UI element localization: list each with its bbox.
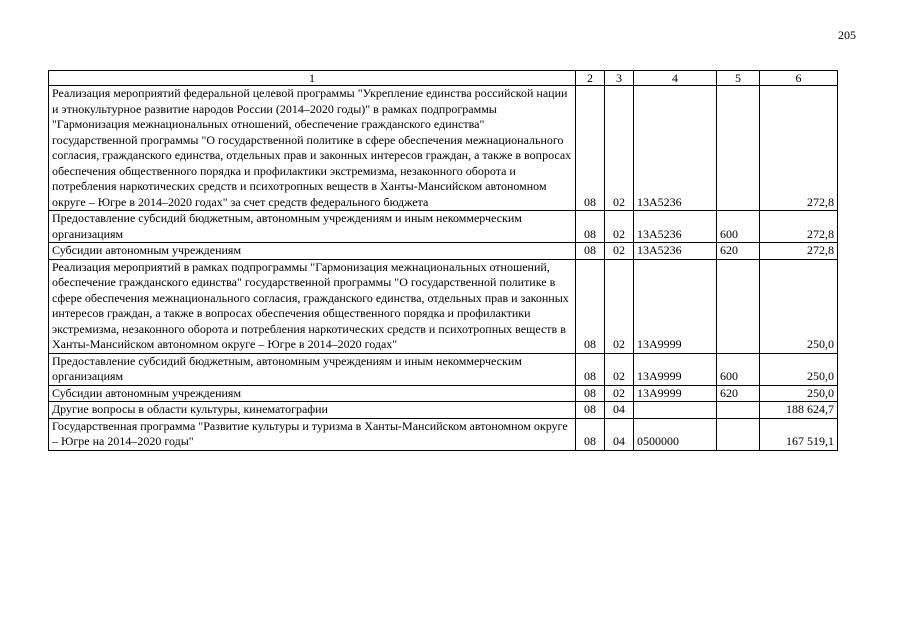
row-sum: 250,0 — [760, 259, 838, 353]
header-col-4: 4 — [634, 71, 717, 86]
row-rz: 08 — [576, 385, 605, 402]
row-pr: 02 — [605, 86, 634, 211]
row-rz: 08 — [576, 402, 605, 419]
table-row — [49, 243, 838, 260]
row-vr — [717, 418, 760, 450]
row-rz: 08 — [576, 259, 605, 353]
header-col-6: 6 — [760, 71, 838, 86]
row-sum: 272,8 — [760, 211, 838, 243]
row-name: Субсидии автономным учреждениям — [49, 243, 576, 260]
row-sum: 272,8 — [760, 243, 838, 260]
row-vr — [717, 402, 760, 419]
table-row — [49, 259, 838, 353]
row-rz: 08 — [576, 243, 605, 260]
row-name: Предоставление субсидий бюджетным, автономным учреждениям и иным некоммерческим организациям — [49, 211, 576, 243]
row-name: Субсидии автономным учреждениям — [49, 385, 576, 402]
row-pr: 02 — [605, 259, 634, 353]
row-sum: 250,0 — [760, 385, 838, 402]
row-pr: 02 — [605, 385, 634, 402]
table-row — [49, 86, 838, 211]
table-row — [49, 418, 838, 450]
header-col-2: 2 — [576, 71, 605, 86]
row-pr: 02 — [605, 211, 634, 243]
row-sum: 188 624,7 — [760, 402, 838, 419]
row-name: Предоставление субсидий бюджетным, автономным учреждениям и иным некоммерческим организациям — [49, 353, 576, 385]
row-pr: 04 — [605, 418, 634, 450]
row-sum: 250,0 — [760, 353, 838, 385]
row-vr: 600 — [717, 353, 760, 385]
table-row — [49, 385, 838, 402]
row-name: Реализация мероприятий федеральной целевой программы "Укрепление единства российской нации и этнокультурное развитие народов России (2014–2020 годы)" в рамках подпрограммы "Гармонизация межнациональных отношений, обеспечение гражданского единства" государственной программы "О государственной политике в сфере обеспечения межнационального согласия, гражданского единства, отдельных прав и законных интересов граждан, а также в вопросах обеспечения общественного порядка и профилактики экстремизма, незаконного оборота и потребления наркотических средств и психотропных веществ в Ханты-Мансийском автономном округе – Югре в 2014–2020 годах" за счет средств федерального бюджета — [49, 86, 576, 211]
row-csr — [634, 402, 717, 419]
budget-table — [48, 70, 838, 451]
row-vr: 620 — [717, 385, 760, 402]
table-header-row — [49, 71, 838, 86]
row-csr: 13А5236 — [634, 243, 717, 260]
row-csr: 13А5236 — [634, 211, 717, 243]
row-vr: 620 — [717, 243, 760, 260]
header-col-3: 3 — [605, 71, 634, 86]
row-rz: 08 — [576, 418, 605, 450]
row-pr: 02 — [605, 243, 634, 260]
row-csr: 0500000 — [634, 418, 717, 450]
row-name: Государственная программа "Развитие культуры и туризма в Ханты-Мансийском автономном округе – Югре на 2014–2020 годы" — [49, 418, 576, 450]
row-pr: 02 — [605, 353, 634, 385]
header-col-5: 5 — [717, 71, 760, 86]
row-name: Другие вопросы в области культуры, кинематографии — [49, 402, 576, 419]
row-csr: 13А9999 — [634, 385, 717, 402]
row-csr: 13А9999 — [634, 259, 717, 353]
row-csr: 13А5236 — [634, 86, 717, 211]
row-vr: 600 — [717, 211, 760, 243]
row-name: Реализация мероприятий в рамках подпрограммы "Гармонизация межнациональных отношений, обеспечение гражданского единства" государственной программы "О государственной политике в сфере обеспечения межнационального согласия, гражданского единства, отдельных прав и законных интересов граждан, а также в вопросах обеспечения общественного порядка и профилактики экстремизма, незаконного оборота и потребления наркотических средств и психотропных веществ в Ханты-Мансийском автономном округе – Югре в 2014–2020 годах" — [49, 259, 576, 353]
row-vr — [717, 259, 760, 353]
row-rz: 08 — [576, 86, 605, 211]
row-sum: 167 519,1 — [760, 418, 838, 450]
row-vr — [717, 86, 760, 211]
header-col-1: 1 — [49, 71, 576, 86]
row-sum: 272,8 — [760, 86, 838, 211]
table-row — [49, 211, 838, 243]
row-csr: 13А9999 — [634, 353, 717, 385]
table-row — [49, 402, 838, 419]
row-pr: 04 — [605, 402, 634, 419]
table-row — [49, 353, 838, 385]
page-number: 205 — [838, 28, 856, 42]
row-rz: 08 — [576, 353, 605, 385]
row-rz: 08 — [576, 211, 605, 243]
